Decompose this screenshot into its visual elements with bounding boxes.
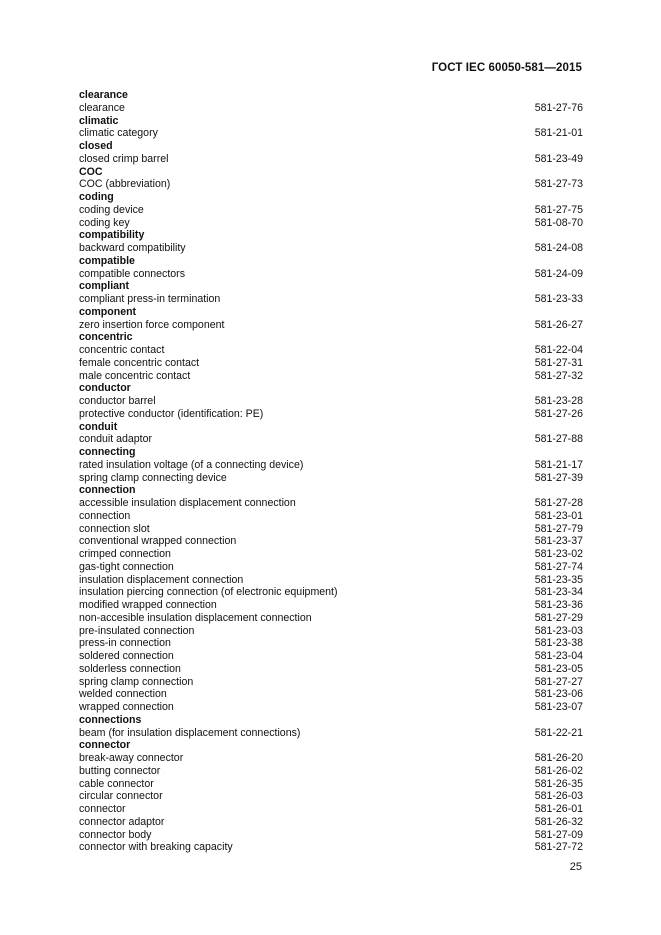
entry-term: connector adaptor <box>79 815 165 828</box>
entry-term: climatic category <box>79 127 158 140</box>
entry-code: 581-27-39 <box>534 471 583 484</box>
entry-term: coding device <box>79 203 144 216</box>
index-entry <box>79 778 583 791</box>
entry-code: 581-23-06 <box>534 688 583 701</box>
index-keyword: coding <box>79 191 114 203</box>
term-index <box>79 89 583 854</box>
entry-code: 581-26-03 <box>534 790 583 803</box>
entry-term: conductor barrel <box>79 395 156 407</box>
entry-code: 581-27-73 <box>534 178 583 191</box>
entry-term: butting connector <box>79 764 161 777</box>
entry-code: 581-23-04 <box>534 650 583 662</box>
entry-term: compatible connectors <box>79 267 185 280</box>
index-keyword: connector <box>79 739 131 752</box>
entry-term: insulation piercing connection (of electronic equipment) <box>79 586 338 599</box>
index-entry <box>79 625 583 638</box>
index-keyword: clearance <box>79 89 128 101</box>
index-entry <box>79 841 583 854</box>
entry-term: pre-insulated connection <box>79 624 195 637</box>
index-entry <box>79 357 583 370</box>
entry-code: 581-21-01 <box>534 127 583 140</box>
entry-code: 581-08-70 <box>534 216 583 229</box>
entry-term: beam (for insulation displacement connections) <box>79 726 301 739</box>
index-entry <box>79 178 583 191</box>
entry-code: 581-23-05 <box>534 662 583 675</box>
entry-code: 581-27-88 <box>534 433 583 446</box>
index-entry <box>79 344 583 357</box>
index-entry <box>79 459 583 472</box>
index-keyword: concentric <box>79 331 133 344</box>
index-group <box>79 331 583 382</box>
index-keyword: component <box>79 305 137 318</box>
index-entry <box>79 816 583 829</box>
entry-code: 581-21-17 <box>534 458 583 471</box>
index-entry <box>79 612 583 625</box>
index-group <box>79 140 583 166</box>
index-entry <box>79 586 583 599</box>
entry-code: 581-26-01 <box>534 803 583 815</box>
index-entry <box>79 127 583 140</box>
index-entry <box>79 153 583 166</box>
index-entry <box>79 561 583 574</box>
index-entry <box>79 599 583 612</box>
entry-term: coding key <box>79 216 130 229</box>
entry-code: 581-27-74 <box>534 560 583 573</box>
entry-term: gas-tight connection <box>79 560 174 573</box>
entry-term: wrapped connection <box>79 701 174 713</box>
index-group <box>79 89 583 115</box>
entry-term: backward compatibility <box>79 242 186 254</box>
entry-term: welded connection <box>79 688 167 701</box>
entry-term: conduit adaptor <box>79 433 153 446</box>
index-keyword: connections <box>79 713 142 726</box>
page-number: 25 <box>569 861 582 873</box>
entry-code: 581-23-35 <box>534 573 583 586</box>
index-entry <box>79 204 583 217</box>
index-entry <box>79 523 583 536</box>
entry-code: 581-27-79 <box>534 522 583 535</box>
entry-code: 581-23-07 <box>534 701 583 713</box>
index-group <box>79 714 583 740</box>
entry-code: 581-27-09 <box>534 828 583 841</box>
index-group <box>79 382 583 420</box>
index-group <box>79 280 583 306</box>
index-keyword: climatic <box>79 114 119 127</box>
index-entry <box>79 752 583 765</box>
index-group <box>79 115 583 141</box>
entry-term: clearance <box>79 101 125 114</box>
index-entry <box>79 497 583 510</box>
index-keyword: conductor <box>79 382 131 395</box>
index-entry <box>79 510 583 523</box>
entry-term: non-accesible insulation displacement connection <box>79 611 312 624</box>
entry-code: 581-24-09 <box>534 267 583 280</box>
index-entry <box>79 765 583 778</box>
index-entry <box>79 433 583 446</box>
index-entry <box>79 395 583 408</box>
entry-term: male concentric contact <box>79 369 191 382</box>
entry-code: 581-27-28 <box>534 497 583 509</box>
entry-code: 581-26-32 <box>534 815 583 828</box>
entry-term: break-away connector <box>79 752 184 764</box>
entry-code: 581-22-04 <box>534 344 583 356</box>
index-entry <box>79 408 583 421</box>
entry-code: 581-26-35 <box>534 777 583 790</box>
entry-code: 581-26-20 <box>534 752 583 764</box>
index-entry <box>79 319 583 332</box>
entry-term: connection <box>79 509 131 522</box>
index-entry <box>79 637 583 650</box>
entry-term: press-in connection <box>79 637 171 650</box>
index-entry <box>79 102 583 115</box>
entry-code: 581-23-49 <box>534 152 583 165</box>
index-keyword: compatible <box>79 254 135 267</box>
index-entry <box>79 217 583 230</box>
entry-code: 581-23-34 <box>534 586 583 599</box>
entry-term: connector <box>79 803 126 815</box>
index-group <box>79 739 583 854</box>
index-entry <box>79 535 583 548</box>
index-keyword: conduit <box>79 420 118 433</box>
index-entry <box>79 663 583 676</box>
entry-term: modified wrapped connection <box>79 599 217 611</box>
index-entry <box>79 790 583 803</box>
entry-code: 581-27-32 <box>534 369 583 382</box>
index-entry <box>79 268 583 281</box>
index-group <box>79 421 583 447</box>
index-entry <box>79 676 583 689</box>
entry-term: protective conductor (identification: PE) <box>79 407 264 420</box>
index-entry <box>79 574 583 587</box>
index-keyword: connecting <box>79 446 136 458</box>
index-entry <box>79 370 583 383</box>
entry-code: 581-22-21 <box>534 726 583 739</box>
entry-code: 581-27-72 <box>534 841 583 854</box>
entry-code: 581-23-37 <box>534 535 583 548</box>
entry-term: zero insertion force component <box>79 318 225 331</box>
entry-code: 581-23-01 <box>534 509 583 522</box>
index-group <box>79 166 583 192</box>
entry-term: cable connector <box>79 777 154 790</box>
index-group <box>79 446 583 484</box>
entry-code: 581-23-38 <box>534 637 583 650</box>
index-group <box>79 191 583 229</box>
entry-code: 581-27-26 <box>534 407 583 420</box>
index-group <box>79 255 583 281</box>
index-keyword: compliant <box>79 280 130 293</box>
index-keyword: connection <box>79 484 136 497</box>
entry-code: 581-26-02 <box>534 764 583 777</box>
entry-term: solderless connection <box>79 662 181 675</box>
index-group <box>79 484 583 714</box>
entry-term: connection slot <box>79 522 150 535</box>
entry-term: concentric contact <box>79 344 165 356</box>
index-entry <box>79 242 583 255</box>
index-keyword: closed <box>79 140 113 152</box>
entry-code: 581-27-76 <box>534 101 583 114</box>
entry-term: crimped connection <box>79 548 171 560</box>
entry-term: female concentric contact <box>79 356 200 369</box>
index-entry <box>79 688 583 701</box>
entry-term: soldered connection <box>79 650 174 662</box>
entry-code: 581-23-33 <box>534 293 583 305</box>
entry-code: 581-27-75 <box>534 203 583 216</box>
entry-term: conventional wrapped connection <box>79 535 237 548</box>
index-keyword: compatibility <box>79 229 145 242</box>
index-entry <box>79 701 583 714</box>
entry-code: 581-27-27 <box>534 675 583 688</box>
entry-code: 581-23-02 <box>534 548 583 560</box>
index-entry <box>79 727 583 740</box>
document-header: ГОСТ IEC 60050-581—2015 <box>431 62 582 74</box>
index-entry <box>79 650 583 663</box>
entry-code: 581-23-03 <box>534 624 583 637</box>
entry-term: connector with breaking capacity <box>79 841 233 854</box>
index-entry <box>79 803 583 816</box>
entry-code: 581-26-27 <box>534 318 583 331</box>
entry-term: COC (abbreviation) <box>79 178 171 191</box>
entry-code: 581-27-29 <box>534 611 583 624</box>
entry-code: 581-23-28 <box>534 395 583 407</box>
entry-code: 581-23-36 <box>534 599 583 611</box>
entry-term: closed crimp barrel <box>79 152 169 165</box>
index-group <box>79 229 583 255</box>
index-entry <box>79 472 583 485</box>
index-entry <box>79 293 583 306</box>
entry-term: accessible insulation displacement connection <box>79 497 296 509</box>
index-group <box>79 306 583 332</box>
index-entry <box>79 829 583 842</box>
entry-term: circular connector <box>79 790 163 803</box>
entry-term: compliant press-in termination <box>79 293 221 305</box>
entry-term: insulation displacement connection <box>79 573 244 586</box>
entry-code: 581-27-31 <box>534 356 583 369</box>
index-entry <box>79 548 583 561</box>
entry-term: spring clamp connecting device <box>79 471 227 484</box>
entry-term: rated insulation voltage (of a connecting device) <box>79 458 304 471</box>
index-keyword: COC <box>79 165 103 178</box>
entry-term: spring clamp connection <box>79 675 194 688</box>
entry-code: 581-24-08 <box>534 242 583 254</box>
entry-term: connector body <box>79 828 152 841</box>
